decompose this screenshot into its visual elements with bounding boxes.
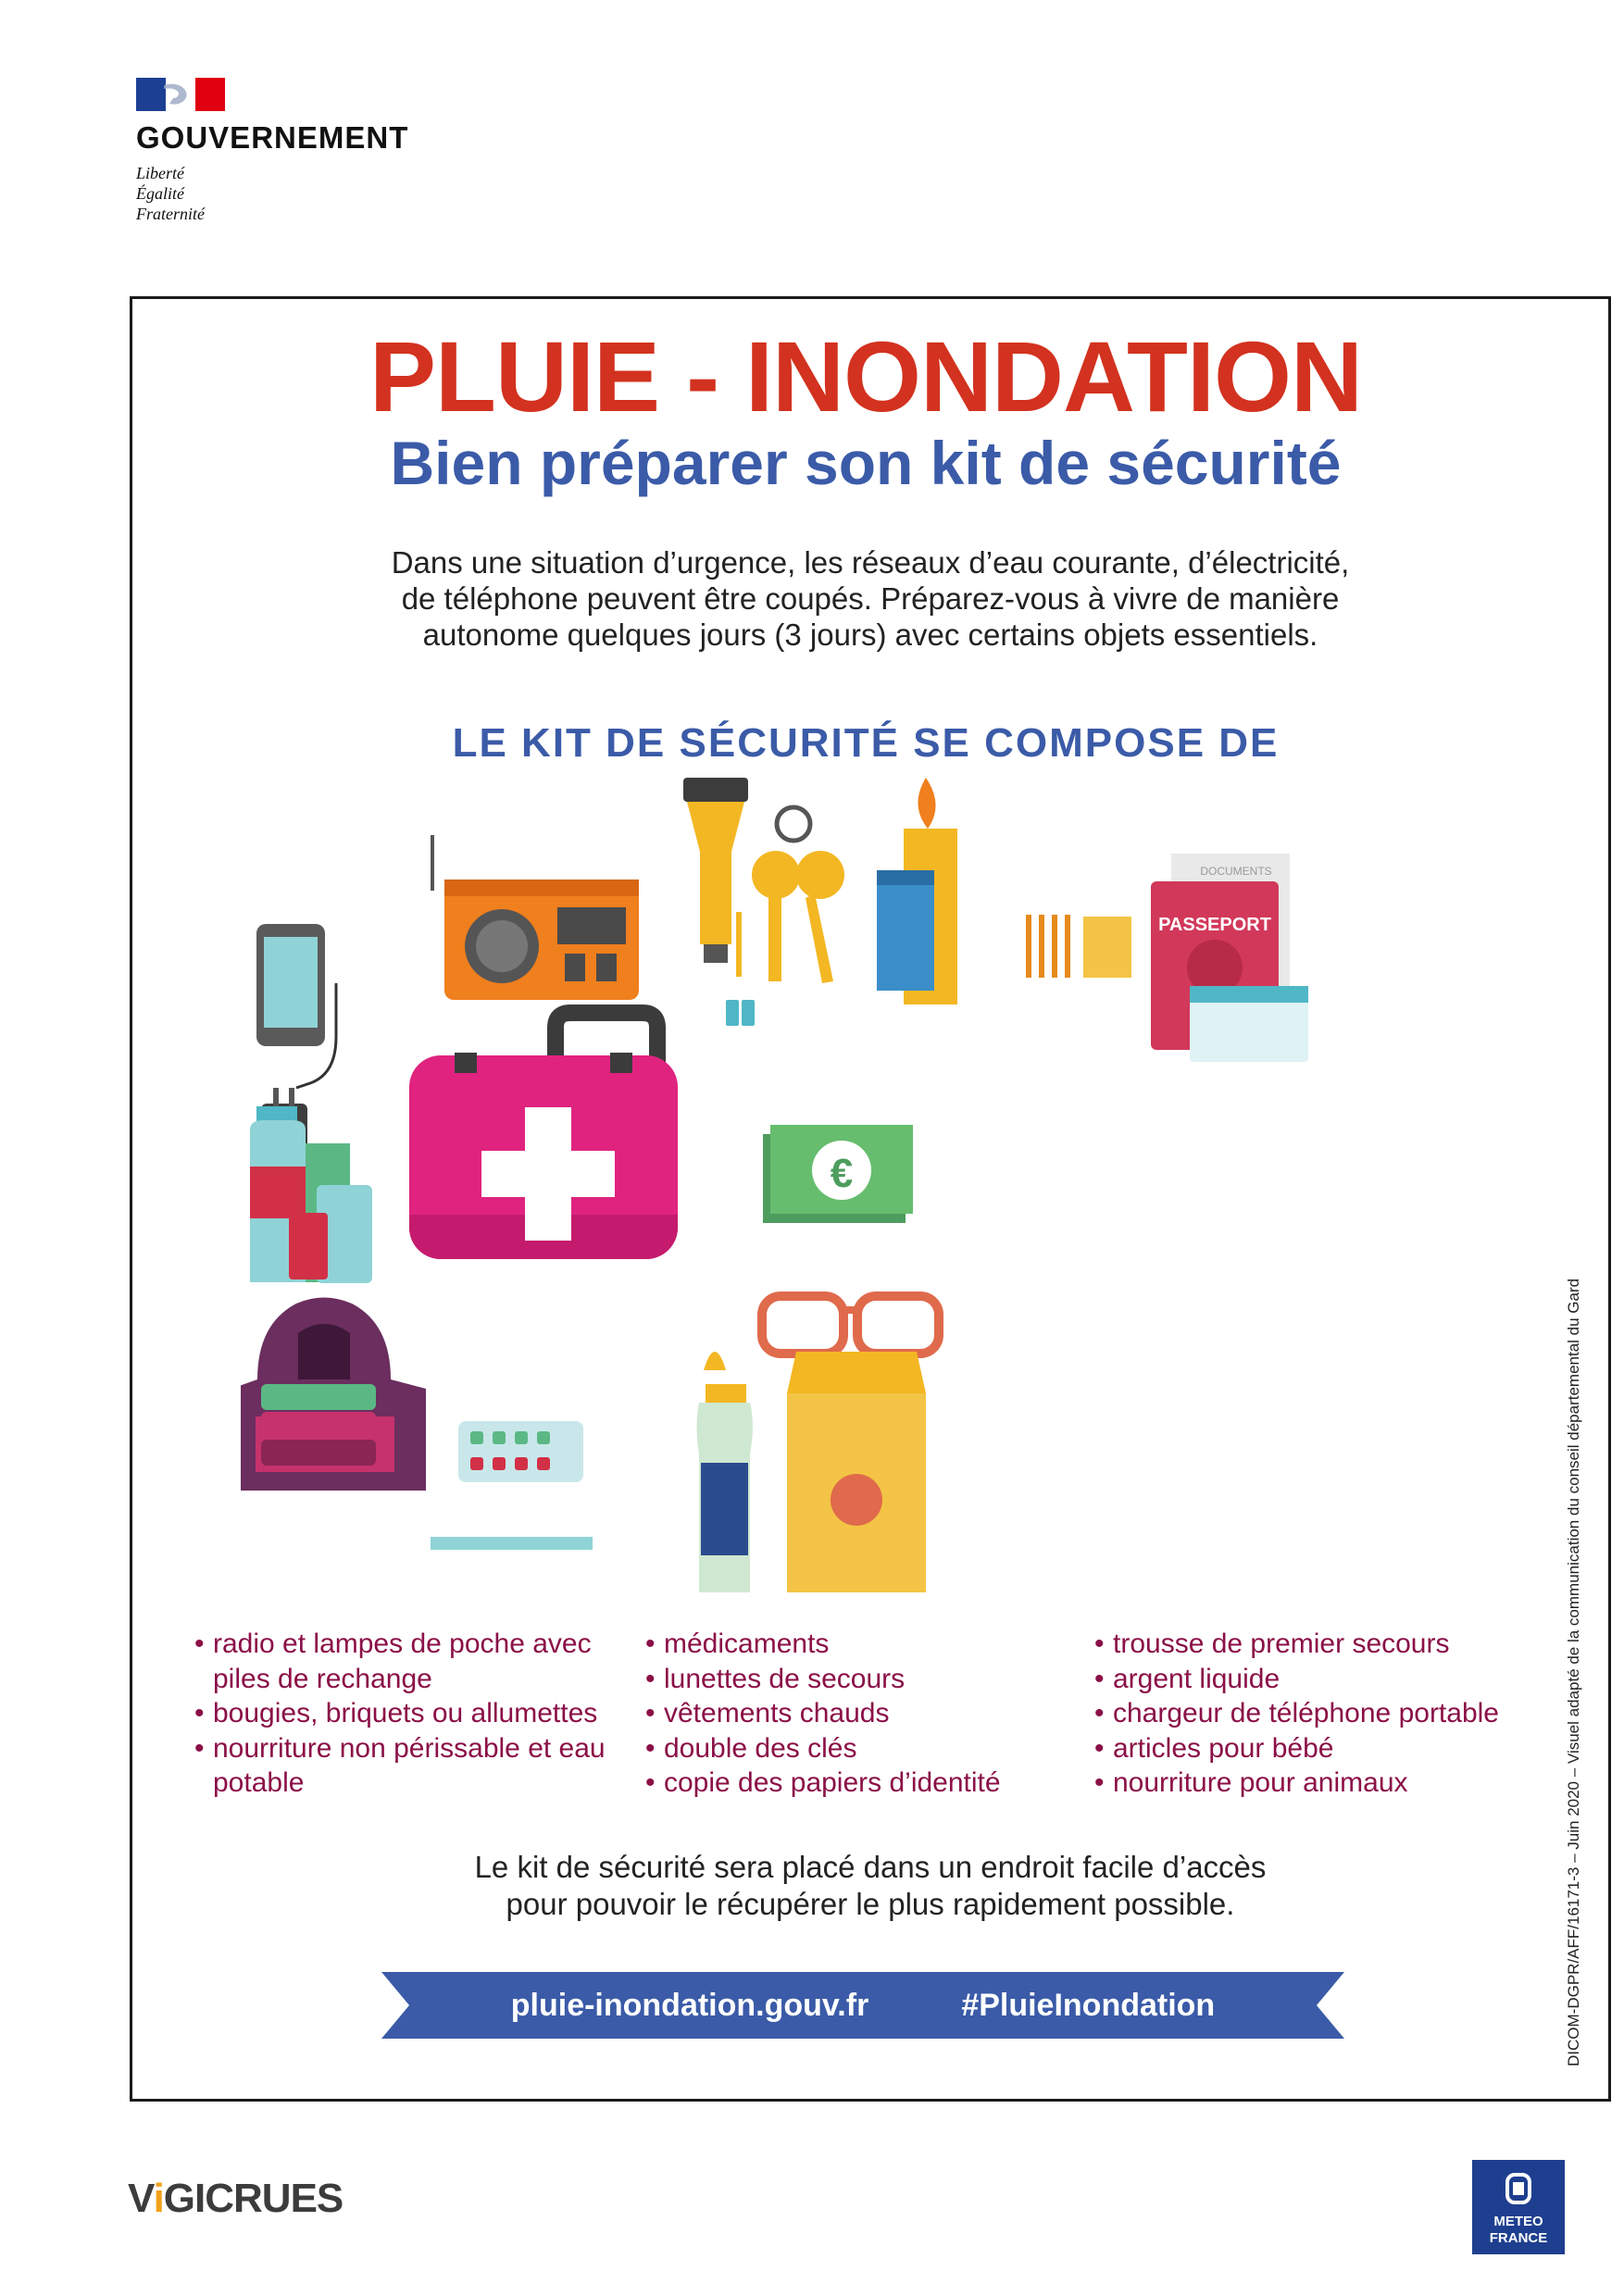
intro-line: autonome quelques jours (3 jours) avec certains objets essentiels. [422, 618, 1318, 652]
motto-line: Fraternité [136, 205, 205, 223]
kit-heading: LE KIT DE SÉCURITÉ SE COMPOSE DE [452, 720, 1280, 766]
vigicrues-prefix: V [128, 2176, 154, 2221]
vigicrues-i: i [153, 2176, 164, 2221]
vigicrues-suffix: GICRUES [163, 2176, 344, 2221]
government-label: GOUVERNEMENT [136, 120, 409, 155]
flashlight-icon [683, 778, 755, 1026]
pet-food-icon [787, 1352, 926, 1592]
motto-line: Liberté [136, 164, 184, 182]
svg-text:€: € [830, 1151, 854, 1196]
motto-line: Égalité [136, 184, 184, 203]
kit-list-item: • copie des papiers d’identité [645, 1766, 1090, 1801]
website-link[interactable]: pluie-inondation.gouv.fr [510, 1987, 869, 2023]
hashtag-link[interactable]: #PluieInondation [961, 1987, 1216, 2023]
poster-subtitle: Bien préparer son kit de sécurité [390, 429, 1342, 497]
svg-text:PASSEPORT: PASSEPORT [1158, 915, 1271, 935]
kit-list-item: • chargeur de téléphone portable [1094, 1696, 1539, 1731]
side-credit: DICOM-DGPR/AFF/16171-3 – Juin 2020 – Visuel adapté de la communication du conseil départemental du Gard [1565, 1278, 1582, 2066]
kit-list-item: • nourriture pour animaux [1094, 1766, 1539, 1801]
closing-paragraph [222, 1849, 1518, 1923]
meteo-label-1: METEO [1493, 2214, 1543, 2229]
intro-line: Dans une situation d’urgence, les réseaux d’eau courante, d’électricité, [391, 545, 1350, 580]
kit-list-column-1 [194, 1627, 639, 1801]
medicines-icon [431, 1421, 593, 1550]
meteo-france-logo [1472, 2160, 1565, 2254]
government-marianne-logo [136, 78, 225, 111]
candle-icon [877, 778, 957, 1004]
kit-list-column-3 [1094, 1627, 1539, 1801]
kit-list-item: • articles pour bébé [1094, 1731, 1539, 1766]
first-aid-case-icon [409, 1013, 678, 1259]
kit-list-item: • vêtements chauds [645, 1696, 1090, 1731]
kit-list-column-2 [645, 1627, 1090, 1801]
kit-list-item: • trousse de premier secours [1094, 1627, 1539, 1662]
passport-icon [1151, 854, 1308, 1062]
kit-list-item: • radio et lampes de poche avec piles de rechange [194, 1627, 639, 1696]
closing-line: Le kit de sécurité sera placé dans un endroit facile d’accès [474, 1850, 1267, 1884]
kit-list-item: • argent liquide [1094, 1662, 1539, 1697]
smartphone-icon [256, 924, 336, 1088]
kit-illustration [241, 778, 1491, 1602]
meteo-label-2: FRANCE [1489, 2230, 1548, 2246]
warm-clothes-icon [241, 1298, 426, 1491]
baby-bottle-icon [697, 1352, 754, 1592]
vigicrues-logo [128, 2176, 343, 2222]
intro-paragraph [222, 544, 1518, 653]
republic-motto [136, 163, 205, 224]
banknotes-icon [763, 1125, 913, 1223]
glasses-icon [762, 1296, 939, 1354]
kit-list-item: • double des clés [645, 1731, 1090, 1766]
keys-icon [752, 807, 844, 983]
kit-list-item: • lunettes de secours [645, 1662, 1090, 1697]
meteo-france-emblem-icon [1472, 2160, 1565, 2215]
poster-title: PLUIE - INONDATION [369, 320, 1362, 432]
kit-list-item: • nourriture non périssable et eau potable [194, 1731, 639, 1801]
closing-line: pour pouvoir le récupérer le plus rapidement possible. [506, 1887, 1235, 1921]
kit-list-item: • médicaments [645, 1627, 1090, 1662]
banner-content [381, 1972, 1344, 2039]
svg-text:DOCUMENTS: DOCUMENTS [1200, 865, 1272, 878]
radio-icon [431, 835, 639, 1000]
intro-line: de téléphone peuvent être coupés. Préparez-vous à vivre de manière [401, 581, 1340, 616]
kit-list-item: • bougies, briquets ou allumettes [194, 1696, 639, 1731]
